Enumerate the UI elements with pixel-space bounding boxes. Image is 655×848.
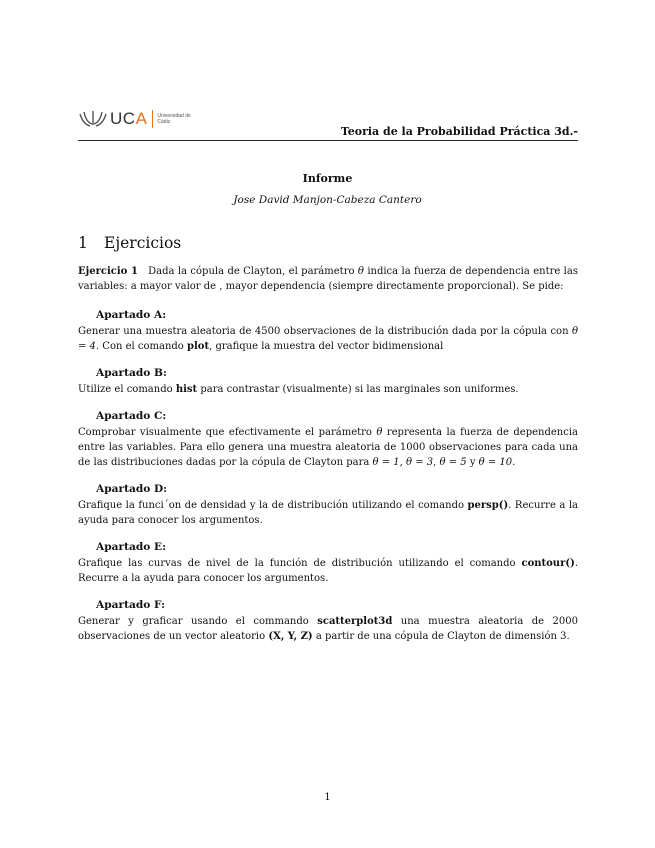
university-logo [78, 106, 197, 132]
apartado-c-title: Apartado C: [96, 410, 167, 422]
apartado-c-text: Comprobar visualmente que efectivamente el parámetro θ representa la fuerza de dependencia entre las variables. Para ello genera una muestra aleatoria de 1000 observaciones para cada una de las distribuciones dadas por la cópula de Clayton para θ = 1, θ = 3, θ = 5 y θ = 10. [78, 427, 578, 468]
logo-wordmark: UCA [110, 109, 148, 128]
header-title: Teoria de la Probabilidad Práctica 3d.- [340, 125, 578, 138]
apartado-d-text: Grafique la funci´on de densidad y la de distribución utilizando el comando persp(). Recurre a la ayuda para conocer los argumentos. [78, 500, 579, 526]
apartado-b-text: Utilize el comando hist para contrastar (visualmente) si las marginales son uniformes. [78, 384, 519, 395]
apartado-f-text: Generar y graficar usando el commando scatterplot3d una muestra aleatoria de 2000 observaciones de un vector aleatorio (X, Y, Z) a partir de una cópula de Clayton de dimensión 3. [78, 616, 578, 642]
apartado-e-text: Grafique las curvas de nivel de la función de distribución utilizando el comando contour(). Recurre a la ayuda para conocer los argumentos. [78, 558, 578, 584]
page-number: 1 [324, 792, 331, 803]
exercise-statement: Ejercicio 1 Dada la cópula de Clayton, el parámetro θ indica la fuerza de dependencia entre las variables: a mayor valor de , mayor dependencia (siempre directamente proporcional). Se pide: [78, 266, 578, 292]
section-number: 1 [78, 234, 88, 252]
author-name: Jose David Manjon-Cabeza Cantero [233, 194, 422, 206]
university-emblem-icon [78, 108, 108, 130]
header-rule [78, 140, 578, 141]
apartado-f-title: Apartado F: [96, 599, 166, 611]
apartado-d-title: Apartado D: [96, 483, 168, 495]
command-scatterplot3d: scatterplot3d [317, 616, 393, 627]
section-title: Ejercicios [104, 234, 182, 252]
apartado-a-text: Generar una muestra aleatoria de 4500 observaciones de la distribución dada por la cópula con θ = 4. Con el comando plot, grafique la muestra del vector bidimensional [78, 326, 578, 352]
command-plot: plot [187, 341, 210, 352]
command-hist: hist [175, 384, 198, 395]
page-header [78, 106, 578, 142]
command-contour: contour() [521, 558, 575, 569]
logo-divider [152, 110, 153, 128]
logo-subtitle: Universidad de Cádiz [157, 113, 191, 125]
document-title: Informe [302, 172, 353, 185]
exercise-label: Ejercicio 1 [78, 266, 138, 277]
apartado-a-title: Apartado A: [96, 309, 167, 321]
apartado-b-title: Apartado B: [96, 367, 167, 379]
document-body [78, 264, 578, 644]
section-heading [78, 234, 181, 252]
command-persp: persp() [467, 500, 509, 511]
apartado-e-title: Apartado E: [96, 541, 166, 553]
random-vector: (X, Y, Z) [268, 631, 313, 642]
